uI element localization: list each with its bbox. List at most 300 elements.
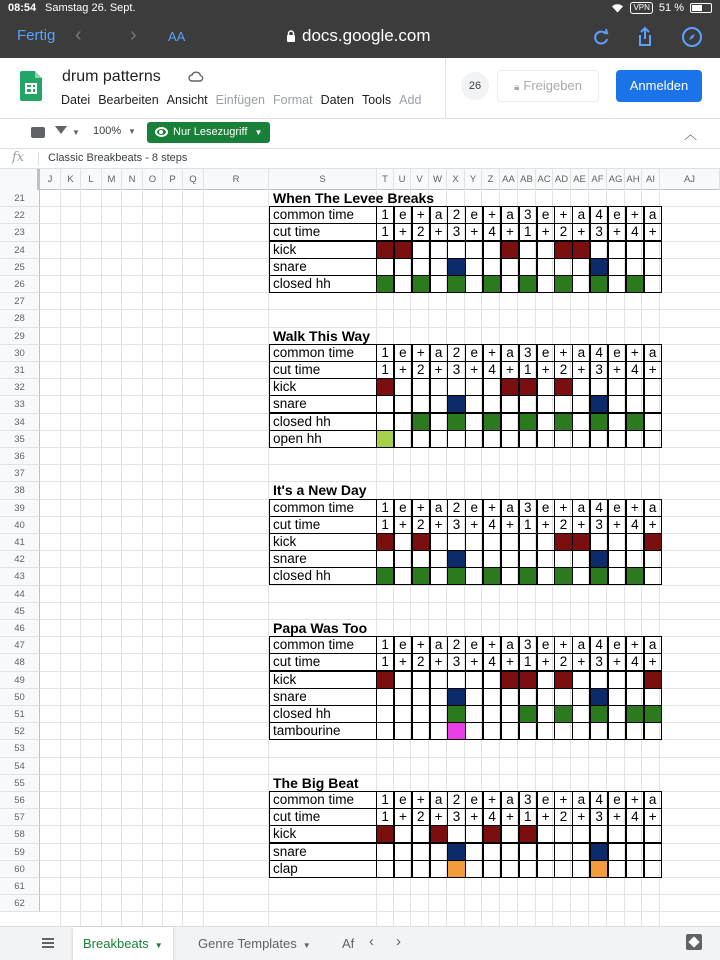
step-cell[interactable]	[644, 258, 662, 276]
step-cell[interactable]	[394, 550, 412, 568]
step-cell[interactable]	[626, 533, 644, 551]
step-cell[interactable]	[465, 860, 483, 878]
count-cell[interactable]: e	[465, 499, 483, 517]
count-cell[interactable]: 1	[376, 808, 394, 826]
count-cell[interactable]: +	[501, 653, 519, 671]
step-cell[interactable]	[519, 825, 537, 843]
step-cell[interactable]	[376, 567, 394, 585]
sheet-tab-breakbeats[interactable]	[73, 927, 173, 960]
step-cell[interactable]	[572, 395, 590, 413]
step-cell[interactable]	[447, 533, 465, 551]
step-cell[interactable]	[519, 430, 537, 448]
step-cell[interactable]	[554, 825, 572, 843]
count-cell[interactable]: +	[483, 791, 501, 809]
menu-item-ansicht[interactable]: Ansicht	[166, 93, 208, 107]
step-cell[interactable]	[590, 395, 608, 413]
step-cell[interactable]	[644, 533, 662, 551]
count-cell[interactable]: +	[412, 636, 430, 654]
step-cell[interactable]	[626, 567, 644, 585]
step-cell[interactable]	[430, 550, 448, 568]
row-header-43[interactable]: 43	[0, 568, 40, 585]
count-cell[interactable]: e	[608, 344, 626, 362]
pattern-row-label[interactable]: kick	[269, 241, 377, 259]
step-cell[interactable]	[465, 533, 483, 551]
count-cell[interactable]: 4	[483, 808, 501, 826]
step-cell[interactable]	[572, 671, 590, 689]
count-cell[interactable]: 2	[412, 653, 430, 671]
step-cell[interactable]	[412, 722, 430, 740]
count-cell[interactable]: +	[644, 223, 662, 241]
step-cell[interactable]	[465, 378, 483, 396]
count-cell[interactable]: e	[394, 791, 412, 809]
step-cell[interactable]	[465, 241, 483, 259]
collapse-toolbar-icon[interactable]: ︿	[684, 127, 698, 142]
column-header-ae[interactable]: AE	[571, 169, 589, 190]
row-header-58[interactable]: 58	[0, 826, 40, 843]
step-cell[interactable]	[376, 378, 394, 396]
row-header-28[interactable]: 28	[0, 310, 40, 327]
row-header-40[interactable]: 40	[0, 517, 40, 534]
count-cell[interactable]: 1	[519, 653, 537, 671]
step-cell[interactable]	[412, 567, 430, 585]
step-cell[interactable]	[447, 275, 465, 293]
step-cell[interactable]	[412, 413, 430, 431]
column-header-ad[interactable]: AD	[553, 169, 571, 190]
step-cell[interactable]	[376, 533, 394, 551]
step-cell[interactable]	[483, 705, 501, 723]
row-header-24[interactable]: 24	[0, 242, 40, 259]
tab-scroll-right-icon[interactable]: ›	[396, 933, 401, 950]
step-cell[interactable]	[572, 860, 590, 878]
count-cell[interactable]: 1	[376, 636, 394, 654]
step-cell[interactable]	[376, 550, 394, 568]
print-icon[interactable]	[31, 127, 45, 138]
column-header-n[interactable]: N	[122, 169, 143, 190]
count-cell[interactable]: a	[430, 206, 448, 224]
count-cell[interactable]: +	[572, 516, 590, 534]
step-cell[interactable]	[376, 241, 394, 259]
step-cell[interactable]	[376, 705, 394, 723]
count-cell[interactable]: +	[501, 808, 519, 826]
row-header-30[interactable]: 30	[0, 345, 40, 362]
step-cell[interactable]	[626, 258, 644, 276]
count-cell[interactable]: 3	[447, 808, 465, 826]
step-cell[interactable]	[501, 722, 519, 740]
count-cell[interactable]: 3	[519, 499, 537, 517]
row-header-35[interactable]: 35	[0, 431, 40, 448]
step-cell[interactable]	[483, 430, 501, 448]
step-cell[interactable]	[608, 275, 626, 293]
count-cell[interactable]: a	[644, 206, 662, 224]
count-cell[interactable]: +	[537, 223, 555, 241]
count-cell[interactable]: 4	[626, 361, 644, 379]
step-cell[interactable]	[644, 688, 662, 706]
url-field[interactable]: docs.google.com	[302, 26, 431, 45]
row-header-46[interactable]: 46	[0, 620, 40, 637]
count-cell[interactable]: 4	[483, 653, 501, 671]
step-cell[interactable]	[644, 550, 662, 568]
reload-icon[interactable]	[590, 26, 612, 48]
count-cell[interactable]: 1	[519, 223, 537, 241]
count-cell[interactable]: +	[430, 361, 448, 379]
count-cell[interactable]: +	[394, 516, 412, 534]
count-cell[interactable]: +	[626, 499, 644, 517]
step-cell[interactable]	[412, 258, 430, 276]
row-header-23[interactable]: 23	[0, 224, 40, 241]
forward-icon[interactable]: ›	[130, 24, 137, 46]
step-cell[interactable]	[483, 567, 501, 585]
step-cell[interactable]	[590, 860, 608, 878]
step-cell[interactable]	[376, 688, 394, 706]
step-cell[interactable]	[608, 825, 626, 843]
row-header-62[interactable]: 62	[0, 895, 40, 912]
step-cell[interactable]	[519, 550, 537, 568]
step-cell[interactable]	[590, 825, 608, 843]
count-cell[interactable]: 3	[590, 653, 608, 671]
count-cell[interactable]: 2	[447, 636, 465, 654]
row-header-51[interactable]: 51	[0, 706, 40, 723]
column-header-y[interactable]: Y	[465, 169, 482, 190]
count-cell[interactable]: e	[394, 636, 412, 654]
step-cell[interactable]	[537, 671, 555, 689]
count-cell[interactable]: +	[608, 516, 626, 534]
row-header-39[interactable]: 39	[0, 500, 40, 517]
step-cell[interactable]	[537, 722, 555, 740]
step-cell[interactable]	[590, 378, 608, 396]
count-cell[interactable]: e	[537, 206, 555, 224]
step-cell[interactable]	[519, 705, 537, 723]
step-cell[interactable]	[608, 430, 626, 448]
row-header-22[interactable]: 22	[0, 207, 40, 224]
count-cell[interactable]: +	[465, 361, 483, 379]
step-cell[interactable]	[572, 413, 590, 431]
count-cell[interactable]: 1	[376, 791, 394, 809]
step-cell[interactable]	[412, 825, 430, 843]
count-cell[interactable]: +	[554, 206, 572, 224]
column-header-af[interactable]: AF	[589, 169, 607, 190]
pattern-row-label[interactable]: kick	[269, 671, 377, 689]
pattern-row-label[interactable]: cut time	[269, 808, 377, 826]
pattern-row-label[interactable]: common time	[269, 791, 377, 809]
count-cell[interactable]: +	[501, 361, 519, 379]
step-cell[interactable]	[483, 275, 501, 293]
done-button[interactable]: Fertig	[17, 27, 56, 44]
count-cell[interactable]: +	[501, 516, 519, 534]
row-header-55[interactable]: 55	[0, 775, 40, 792]
sheet-tab-genre-templates[interactable]	[188, 927, 321, 960]
count-cell[interactable]: 3	[590, 808, 608, 826]
count-cell[interactable]: a	[572, 791, 590, 809]
step-cell[interactable]	[644, 567, 662, 585]
count-cell[interactable]: +	[394, 223, 412, 241]
count-cell[interactable]: 3	[590, 223, 608, 241]
step-cell[interactable]	[376, 413, 394, 431]
count-cell[interactable]: 4	[590, 791, 608, 809]
row-header-47[interactable]: 47	[0, 637, 40, 654]
step-cell[interactable]	[430, 843, 448, 861]
step-cell[interactable]	[537, 550, 555, 568]
count-cell[interactable]: +	[412, 206, 430, 224]
step-cell[interactable]	[430, 722, 448, 740]
step-cell[interactable]	[447, 860, 465, 878]
pattern-row-label[interactable]: snare	[269, 688, 377, 706]
zoom-select[interactable]: 100%	[93, 125, 122, 137]
step-cell[interactable]	[430, 533, 448, 551]
step-cell[interactable]	[430, 671, 448, 689]
step-cell[interactable]	[626, 430, 644, 448]
count-cell[interactable]: 2	[447, 344, 465, 362]
menu-item-daten[interactable]: Daten	[320, 93, 354, 107]
count-cell[interactable]: e	[465, 344, 483, 362]
viewer-count-badge[interactable]: 26	[461, 72, 489, 100]
pattern-row-label[interactable]: snare	[269, 395, 377, 413]
row-header-36[interactable]: 36	[0, 448, 40, 465]
row-header-31[interactable]: 31	[0, 362, 40, 379]
step-cell[interactable]	[447, 413, 465, 431]
step-cell[interactable]	[465, 430, 483, 448]
step-cell[interactable]	[590, 550, 608, 568]
step-cell[interactable]	[412, 241, 430, 259]
step-cell[interactable]	[501, 413, 519, 431]
row-header-21[interactable]: 21	[0, 190, 40, 207]
step-cell[interactable]	[554, 688, 572, 706]
step-cell[interactable]	[394, 671, 412, 689]
step-cell[interactable]	[430, 241, 448, 259]
step-cell[interactable]	[447, 430, 465, 448]
step-cell[interactable]	[572, 275, 590, 293]
step-cell[interactable]	[519, 843, 537, 861]
pattern-title[interactable]: Walk This Way	[273, 327, 370, 344]
step-cell[interactable]	[465, 671, 483, 689]
step-cell[interactable]	[412, 430, 430, 448]
column-header-l[interactable]: L	[81, 169, 102, 190]
step-cell[interactable]	[590, 258, 608, 276]
count-cell[interactable]: e	[537, 499, 555, 517]
step-cell[interactable]	[537, 258, 555, 276]
count-cell[interactable]: a	[572, 206, 590, 224]
step-cell[interactable]	[394, 378, 412, 396]
count-cell[interactable]: +	[626, 344, 644, 362]
count-cell[interactable]: 4	[483, 223, 501, 241]
count-cell[interactable]: e	[608, 636, 626, 654]
step-cell[interactable]	[626, 275, 644, 293]
count-cell[interactable]: +	[572, 653, 590, 671]
step-cell[interactable]	[572, 567, 590, 585]
count-cell[interactable]: e	[537, 344, 555, 362]
step-cell[interactable]	[412, 705, 430, 723]
count-cell[interactable]: 3	[590, 516, 608, 534]
menu-item-bearbeiten[interactable]: Bearbeiten	[98, 93, 159, 107]
column-header-k[interactable]: K	[61, 169, 81, 190]
step-cell[interactable]	[447, 722, 465, 740]
step-cell[interactable]	[554, 275, 572, 293]
count-cell[interactable]: +	[430, 516, 448, 534]
step-cell[interactable]	[644, 413, 662, 431]
count-cell[interactable]: +	[394, 808, 412, 826]
step-cell[interactable]	[447, 241, 465, 259]
step-cell[interactable]	[537, 825, 555, 843]
count-cell[interactable]: +	[644, 516, 662, 534]
step-cell[interactable]	[554, 860, 572, 878]
share-icon[interactable]	[634, 26, 656, 48]
count-cell[interactable]: +	[465, 808, 483, 826]
step-cell[interactable]	[519, 533, 537, 551]
step-cell[interactable]	[465, 275, 483, 293]
step-cell[interactable]	[554, 550, 572, 568]
column-header-x[interactable]: X	[447, 169, 465, 190]
count-cell[interactable]: a	[501, 791, 519, 809]
step-cell[interactable]	[572, 705, 590, 723]
step-cell[interactable]	[644, 241, 662, 259]
step-cell[interactable]	[554, 533, 572, 551]
step-cell[interactable]	[608, 860, 626, 878]
step-cell[interactable]	[483, 395, 501, 413]
step-cell[interactable]	[501, 705, 519, 723]
count-cell[interactable]: e	[465, 791, 483, 809]
step-cell[interactable]	[501, 395, 519, 413]
step-cell[interactable]	[447, 550, 465, 568]
count-cell[interactable]: a	[501, 636, 519, 654]
count-cell[interactable]: +	[554, 791, 572, 809]
pattern-row-label[interactable]: snare	[269, 550, 377, 568]
row-header-44[interactable]: 44	[0, 586, 40, 603]
count-cell[interactable]: 3	[447, 361, 465, 379]
count-cell[interactable]: 2	[554, 516, 572, 534]
step-cell[interactable]	[447, 378, 465, 396]
filter-dropdown-icon[interactable]: ▼	[72, 128, 80, 137]
column-header-v[interactable]: V	[411, 169, 429, 190]
step-cell[interactable]	[430, 688, 448, 706]
step-cell[interactable]	[626, 550, 644, 568]
count-cell[interactable]: 2	[447, 791, 465, 809]
step-cell[interactable]	[412, 395, 430, 413]
count-cell[interactable]: e	[537, 636, 555, 654]
row-header-32[interactable]: 32	[0, 379, 40, 396]
step-cell[interactable]	[501, 843, 519, 861]
count-cell[interactable]: +	[501, 223, 519, 241]
step-cell[interactable]	[447, 825, 465, 843]
step-cell[interactable]	[590, 722, 608, 740]
count-cell[interactable]: e	[608, 791, 626, 809]
count-cell[interactable]: 4	[590, 206, 608, 224]
count-cell[interactable]: a	[572, 636, 590, 654]
sheet-tab-af[interactable]	[332, 927, 364, 960]
step-cell[interactable]	[465, 705, 483, 723]
step-cell[interactable]	[590, 843, 608, 861]
pattern-row-label[interactable]: kick	[269, 533, 377, 551]
step-cell[interactable]	[608, 413, 626, 431]
step-cell[interactable]	[501, 430, 519, 448]
step-cell[interactable]	[412, 378, 430, 396]
count-cell[interactable]: +	[537, 653, 555, 671]
step-cell[interactable]	[626, 688, 644, 706]
step-cell[interactable]	[590, 275, 608, 293]
step-cell[interactable]	[501, 258, 519, 276]
count-cell[interactable]: 2	[554, 653, 572, 671]
step-cell[interactable]	[626, 671, 644, 689]
step-cell[interactable]	[608, 688, 626, 706]
step-cell[interactable]	[626, 395, 644, 413]
step-cell[interactable]	[412, 275, 430, 293]
count-cell[interactable]: +	[537, 808, 555, 826]
step-cell[interactable]	[483, 860, 501, 878]
step-cell[interactable]	[608, 722, 626, 740]
row-header-48[interactable]: 48	[0, 654, 40, 671]
count-cell[interactable]: +	[483, 344, 501, 362]
count-cell[interactable]: 2	[554, 808, 572, 826]
step-cell[interactable]	[537, 567, 555, 585]
count-cell[interactable]: a	[644, 636, 662, 654]
step-cell[interactable]	[590, 430, 608, 448]
step-cell[interactable]	[572, 825, 590, 843]
step-cell[interactable]	[430, 395, 448, 413]
step-cell[interactable]	[465, 550, 483, 568]
step-cell[interactable]	[590, 241, 608, 259]
filter-icon[interactable]	[55, 126, 67, 134]
step-cell[interactable]	[537, 843, 555, 861]
count-cell[interactable]: 1	[376, 499, 394, 517]
count-cell[interactable]: 2	[412, 361, 430, 379]
step-cell[interactable]	[501, 378, 519, 396]
step-cell[interactable]	[394, 258, 412, 276]
column-header-r[interactable]: R	[204, 169, 269, 190]
count-cell[interactable]: e	[465, 636, 483, 654]
step-cell[interactable]	[394, 430, 412, 448]
step-cell[interactable]	[608, 550, 626, 568]
menu-item-tools[interactable]: Tools	[361, 93, 392, 107]
signin-button[interactable]: Anmelden	[616, 70, 702, 102]
step-cell[interactable]	[590, 413, 608, 431]
step-cell[interactable]	[537, 395, 555, 413]
count-cell[interactable]: a	[501, 206, 519, 224]
step-cell[interactable]	[554, 258, 572, 276]
step-cell[interactable]	[572, 550, 590, 568]
count-cell[interactable]: 2	[447, 499, 465, 517]
count-cell[interactable]: 3	[519, 344, 537, 362]
row-header-50[interactable]: 50	[0, 689, 40, 706]
count-cell[interactable]: +	[537, 361, 555, 379]
pattern-row-label[interactable]: cut time	[269, 516, 377, 534]
count-cell[interactable]: +	[626, 791, 644, 809]
count-cell[interactable]: +	[644, 808, 662, 826]
count-cell[interactable]: e	[394, 206, 412, 224]
row-header-54[interactable]: 54	[0, 758, 40, 775]
pattern-row-label[interactable]: snare	[269, 258, 377, 276]
step-cell[interactable]	[537, 378, 555, 396]
step-cell[interactable]	[465, 843, 483, 861]
count-cell[interactable]: +	[608, 653, 626, 671]
step-cell[interactable]	[608, 705, 626, 723]
count-cell[interactable]: 3	[447, 223, 465, 241]
count-cell[interactable]: 4	[483, 516, 501, 534]
row-header-29[interactable]: 29	[0, 328, 40, 345]
count-cell[interactable]: a	[644, 344, 662, 362]
count-cell[interactable]: e	[537, 791, 555, 809]
step-cell[interactable]	[447, 671, 465, 689]
step-cell[interactable]	[376, 395, 394, 413]
step-cell[interactable]	[608, 843, 626, 861]
text-size-button[interactable]: AA	[168, 29, 186, 44]
count-cell[interactable]: e	[465, 206, 483, 224]
count-cell[interactable]: +	[465, 653, 483, 671]
count-cell[interactable]: e	[394, 499, 412, 517]
count-cell[interactable]: +	[412, 344, 430, 362]
count-cell[interactable]: +	[626, 636, 644, 654]
step-cell[interactable]	[465, 413, 483, 431]
step-cell[interactable]	[519, 395, 537, 413]
row-header-33[interactable]: 33	[0, 396, 40, 413]
step-cell[interactable]	[394, 843, 412, 861]
